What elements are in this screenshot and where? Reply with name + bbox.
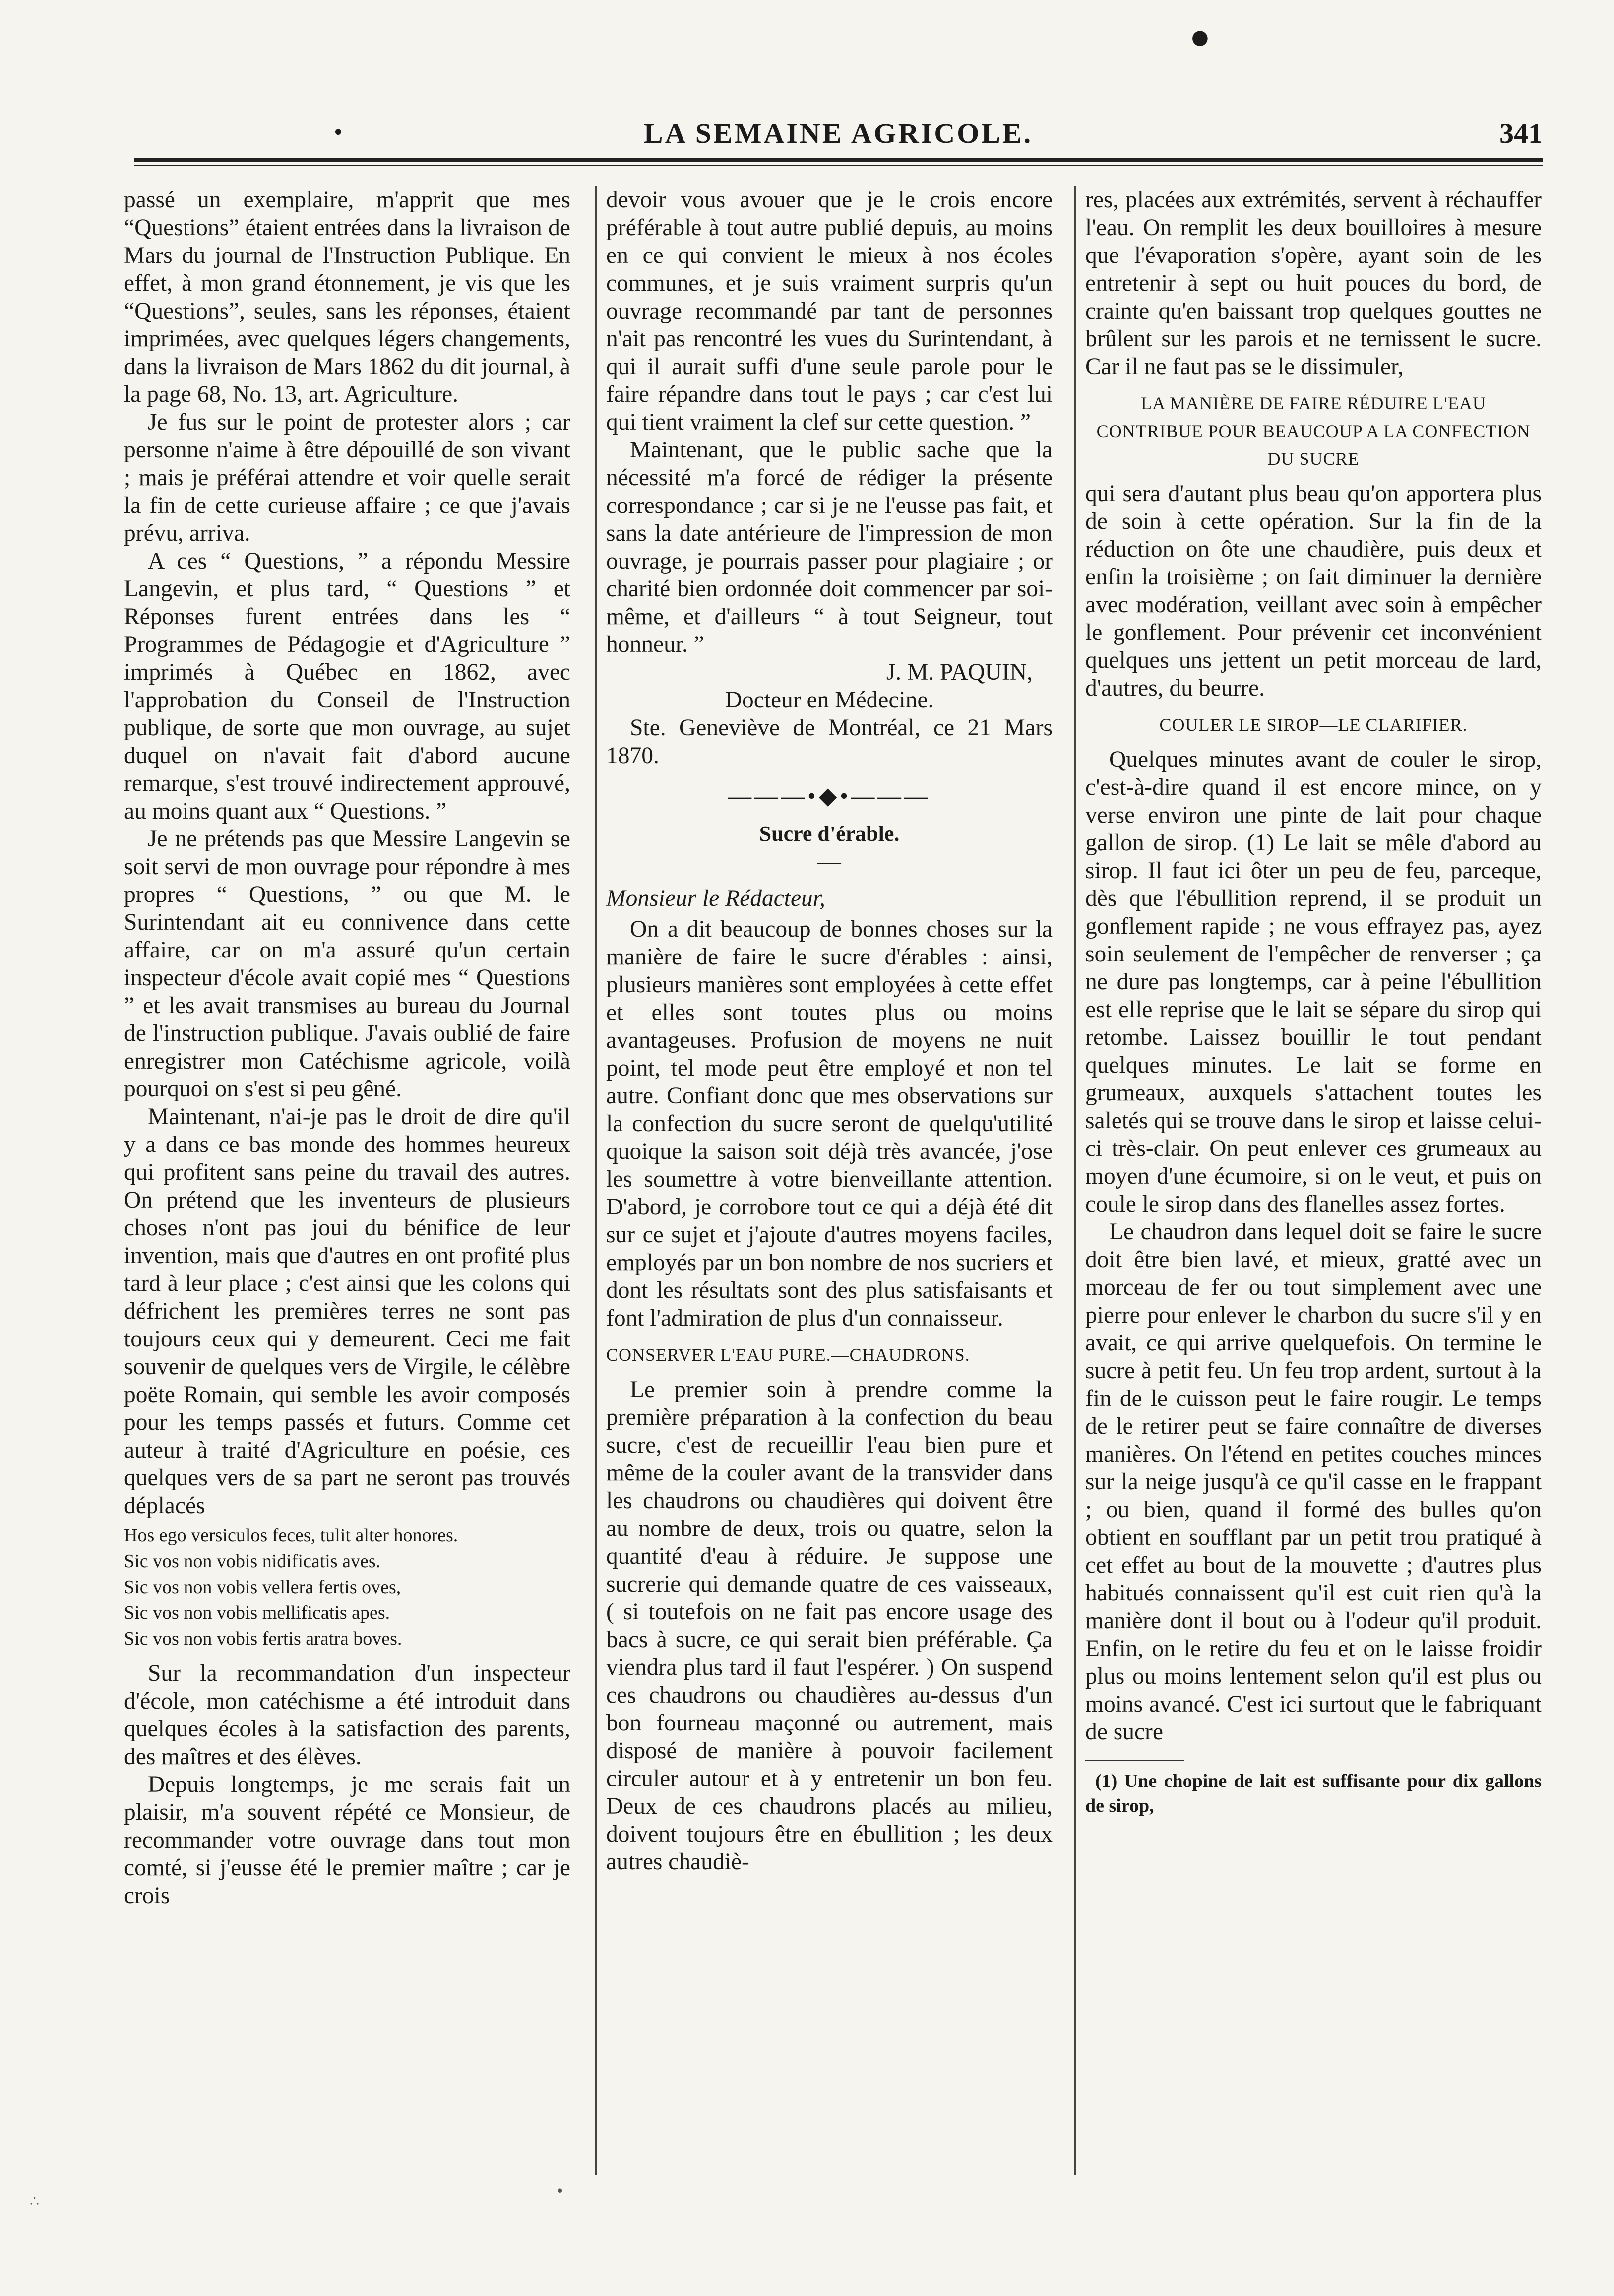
column-divider-1 bbox=[595, 186, 597, 2175]
article-title: Sucre d'érable. bbox=[759, 822, 900, 846]
column-divider-2 bbox=[1074, 186, 1076, 2175]
paragraph: Maintenant, que le public sache que la nécessité m'a forcé de rédiger la présente correspondance ; car si je ne l'eusse pas fait, et sans la date antérieure de l'impression de mon ouvrage, je pourrais passer pour plagiaire ; or charité bien ordonnée doit commencer par soi-même, et d'ailleurs “ à tout Seigneur, tout honneur. ” bbox=[606, 437, 1053, 657]
paragraph: Le chaudron dans lequel doit se faire le sucre doit être bien lavé, et mieux, gratté avec un morceau de fer ou tout simplement avec une pierre pour enlever le charbon du sucre s'il y en avait, ce qui arrive quelquefois. On termine le sucre à petit feu. Un feu trop ardent, surtout à la fin de le cuisson peut le faire rougir. Le temps de le retirer peut se faire connaître de diverses manières. On l'étend en petites couches minces sur la neige jusqu'à ce qu'il casse en le frappant ; ou bien, quand il formé des bulles qu'on obtient en soufflant par un petit trou pratiqué à cet effet au bout de la mouvette ; d'autres plus habitués connaissent qu'il est cuit rien qu'à la manière dont il bout ou à l'odeur qu'il produit. Enfin, on le retire du feu et on le laisse froidir plus ou moins lentement selon qu'il est plus ou moins avancé. C'est ici surtout que le fabriquant de sucre bbox=[1085, 1219, 1542, 1745]
footnote: (1) Une chopine de lait est suffisante pour dix gallons de sirop, bbox=[1085, 1771, 1542, 1816]
paragraph: On a dit beaucoup de bonnes choses sur la manière de faire le sucre d'érables : ainsi, plusieurs manières sont employées à cette effet et elles sont toutes plus ou moins avantageuses. Profusion de moyens ne nuit point, tel mode peut être employé et non tel autre. Confiant donc que mes observations sur la confection du sucre seront de quelqu'utilité quoique la saison soit déjà très avancée, j'ose les soumettre à votre bienveillante attention. D'abord, je corrobore tout ce qui a déjà été dit sur ce sujet et j'ajoute d'autres moyens faciles, employés par un bon nombre de nos sucriers et dont les résultats sont des plus satisfaisants et font l'admiration de plus d'un connaisseur. bbox=[606, 916, 1053, 1331]
ink-dot: ● bbox=[1191, 26, 1209, 49]
header-rule-thin bbox=[134, 165, 1543, 166]
header-dot: • bbox=[332, 122, 344, 144]
verse-line: Hos ego versiculos feces, tulit alter honores. bbox=[124, 1525, 458, 1546]
print-speck: ∴ bbox=[30, 2193, 40, 2210]
paragraph: Je ne prétends pas que Messire Langevin se soit servi de mon ouvrage pour répondre à mes propres “ Questions, ” ou que M. le Surintendant ait eu connivence dans cette affaire, car on m'a assuré qu'un certain inspecteur d'école avait copié mes “ Questions ” et les avait transmises au bureau du Journal de l'instruction publique. J'avais oublié de faire enregistrer mon Catéchisme agricole, voilà pourquoi on s'est si peu gêné. bbox=[124, 826, 570, 1102]
verse-line: Sic vos non vobis vellera fertis oves, bbox=[124, 1577, 401, 1597]
section-heading: COULER LE SIROP—LE CLARIFIER. bbox=[1159, 715, 1468, 735]
section-heading: CONSERVER L'EAU PURE.—CHAUDRONS. bbox=[606, 1345, 970, 1365]
paragraph: Depuis longtemps, je me serais fait un plaisir, m'a souvent répété ce Monsieur, de recommander votre ouvrage dans tout mon comté, si j'eusse été le premier maître ; car je crois bbox=[124, 1772, 570, 1909]
journal-title: LA SEMAINE AGRICOLE. bbox=[643, 117, 1033, 149]
header-rule-thick bbox=[134, 158, 1543, 162]
latin-verses bbox=[124, 1523, 570, 1652]
signature-title: Docteur en Médecine. bbox=[725, 687, 934, 713]
verse-line: Sic vos non vobis fertis aratra boves. bbox=[124, 1628, 402, 1649]
footnote-rule bbox=[1085, 1760, 1184, 1761]
paragraph: passé un exemplaire, m'apprit que mes “Questions” étaient entrées dans la livraison de Mars du journal de l'Instruction Publique. En effet, à mon grand étonnement, je vis que les “Questions”, seules, sans les réponses, étaient imprimées, avec quelques légers changements, dans la livraison de Mars 1862 du dit journal, à la page 68, No. 13, art. Agriculture. bbox=[124, 187, 570, 407]
paragraph: Sur la recommandation d'un inspecteur d'école, mon catéchisme a été introduit dans quelques écoles à la satisfaction des parents, des maîtres et des élèves. bbox=[124, 1660, 570, 1770]
paragraph: devoir vous avouer que je le crois encore préférable à tout autre publié depuis, au moins en ce qui convient le mieux à nos écoles communes, et je suis vraiment surpris qu'un ouvrage recommandé par tant de personnes n'ait pas rencontré les vues du Surintendant, à qui il aurait suffi d'une seule parole pour le faire répandre dans tout le pays ; car c'est lui qui tient vraiment la clef sur cette question. ” bbox=[606, 187, 1053, 435]
title-dash: — bbox=[817, 849, 841, 875]
paragraph: Quelques minutes avant de couler le sirop, c'est-à-dire quand il est encore mince, on y verse environ une pinte de lait pour chaque gallon de sirop. (1) Le lait se mêle d'abord au sirop. Il faut ici ôter un peu de feu, parceque, dès que l'ébullition reprend, il se produit un gonflement rapide ; ne vous effrayez pas, ayez soin seulement de l'empêcher de renverser ; ça ne dure pas longtemps, car à peine l'ébullition est elle reprise que le lait se sépare du sirop qui retombe. Laissez bouillir le tout pendant quelques minutes. Le lait se forme en grumeaux, auxquels s'attachent toutes les saletés qui se trouve dans le sirop et laisse celui-ci très-clair. On peut enlever ces grumeaux au moyen d'une écumoire, si on le veut, et puis on coule le sirop dans des flanelles assez fortes. bbox=[1085, 747, 1542, 1217]
verse-line: Sic vos non vobis mellificatis apes. bbox=[124, 1602, 390, 1623]
signature-name: J. M. PAQUIN, bbox=[886, 659, 1033, 685]
ornament-divider: ———•◆•——— bbox=[728, 783, 931, 809]
column-2 bbox=[606, 186, 1053, 2200]
verse-line: Sic vos non vobis nidificatis aves. bbox=[124, 1551, 381, 1572]
print-speck: • bbox=[556, 2183, 564, 2200]
paragraph: res, placées aux extrémités, servent à réchauffer l'eau. On remplit les deux bouilloires à mesure que l'évaporation s'opère, ayant soin de les entretenir à sept ou huit pouces du bord, de crainte qu'en baissant trop quelques gouttes ne brûlent sur les parois et ne ternissent le sucre. Car il ne faut pas se le dissimuler, bbox=[1085, 187, 1542, 380]
paragraph: Maintenant, n'ai-je pas le droit de dire qu'il y a dans ce bas monde des hommes heureux qui profitent sans peine du travail des autres. On prétend que les inventeurs de plusieurs choses n'ont pas joui du bénifice de leur invention, mais que d'autres en ont profité plus tard à leur place ; c'est ainsi que les colons qui défrichent les premières terres ne sont pas toujours ceux qui y demeurent. Ceci me fait souvenir de quelques vers de Virgile, le célèbre poëte Romain, qui semble les avoir composés pour les temps passés et futurs. Comme cet auteur à traité d'Agriculture en poésie, ces quelques vers de sa part ne seront pas trouvés déplacés bbox=[124, 1104, 570, 1519]
section-heading: LA MANIÈRE DE FAIRE RÉDUIRE L'EAU CONTRIBUE POUR BEAUCOUP A LA CONFECTION DU SUCRE bbox=[1096, 393, 1531, 469]
paragraph: Je fus sur le point de protester alors ; car personne n'aime à être dépouillé de son vivant ; mais je préférai attendre et voir quelle serait la fin de cette curieuse affaire ; ce que j'avais prévu, arriva. bbox=[124, 409, 570, 546]
column-1 bbox=[124, 186, 570, 2200]
salutation: Monsieur le Rédacteur, bbox=[606, 886, 825, 911]
paragraph: Le premier soin à prendre comme la première préparation à la confection du beau sucre, c'est de recueillir l'eau bien pure et même de la couler avant de la transvider dans les chaudrons ou chaudières qui doivent être au nombre de deux, trois ou quatre, selon la quantité d'eau à réduire. Je suppose une sucrerie qui demande quatre de ces vaisseaux, ( si toutefois on ne fait pas encore usage des bacs à sucre, ce qui serait bien préférable. Ça viendra plus tard il faut l'espérer. ) On suspend ces chaudrons ou chaudières au-dessus d'un bon fourneau maçonné ou autrement, mais disposé de manière à pouvoir facilement circuler autour et à y entretenir un bon feu. Deux de ces chaudrons placés au milieu, doivent toujours être en ébullition ; les deux autres chaudiè- bbox=[606, 1377, 1053, 1875]
paragraph: A ces “ Questions, ” a répondu Messire Langevin, et plus tard, “ Questions ” et Réponses furent entrées dans les “ Programmes de Pédagogie et d'Agriculture ” imprimés à Québec en 1862, avec l'approbation du Conseil de l'Instruction publique, de sorte que mon ouvrage, au sujet duquel on n'avait fait d'abord aucune remarque, s'est trouvé indirectement approuvé, au moins quant aux “ Questions. ” bbox=[124, 548, 570, 824]
column-3 bbox=[1085, 186, 1542, 2200]
page-header bbox=[134, 117, 1543, 156]
paragraph: qui sera d'autant plus beau qu'on apportera plus de soin à cette opération. Sur la fin de la réduction on ôte une chaudière, puis deux et enfin la troisième ; on fait diminuer la dernière avec modération, veillant avec soin à empêcher le gonflement. Pour prévenir cet inconvénient quelques uns jettent un petit morceau de lard, d'autres, du beurre. bbox=[1085, 481, 1542, 701]
signature-place: Ste. Geneviève de Montréal, ce 21 Mars 1870. bbox=[606, 715, 1053, 768]
page-number: 341 bbox=[1499, 117, 1543, 149]
